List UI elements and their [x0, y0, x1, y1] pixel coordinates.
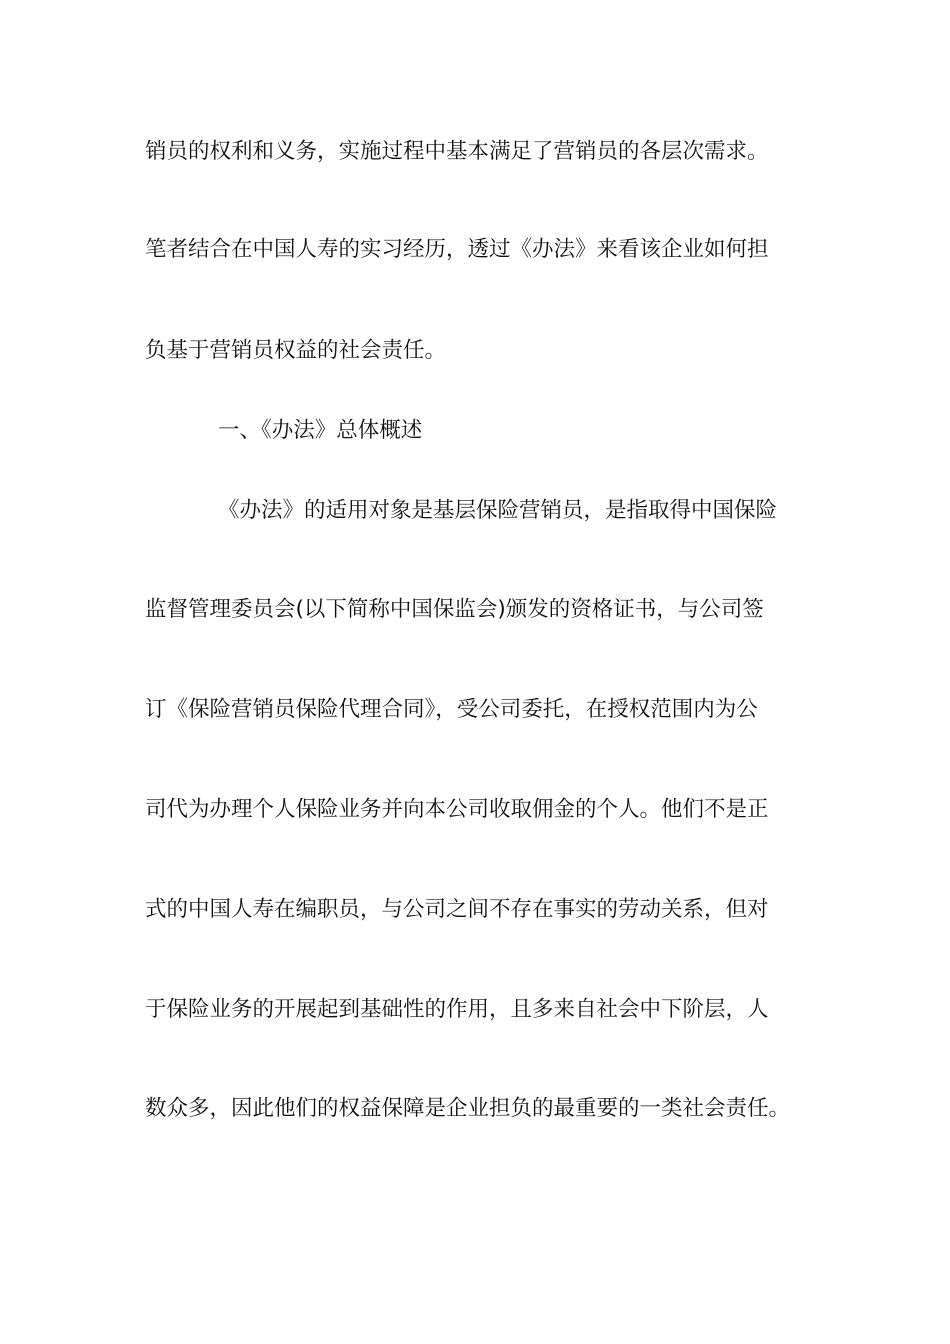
- paragraph-line: 监督管理委员会(以下简称中国保监会)颁发的资格证书，与公司签: [145, 597, 764, 622]
- paragraph-line: 销员的权利和义务，实施过程中基本满足了营销员的各层次需求。: [145, 139, 769, 164]
- paragraph-line: 订《保险营销员保险代理合同》，受公司委托，在授权范围内为公: [145, 697, 758, 722]
- paragraph-line: 负基于营销员权益的社会责任。: [145, 338, 447, 363]
- paragraph-line: 于保险业务的开展起到基础性的作用，且多来自社会中下阶层，人: [145, 997, 769, 1022]
- paragraph-line: 司代为办理个人保险业务并向本公司收取佣金的个人。他们不是正: [145, 797, 769, 822]
- section-heading: 一、《办法》总体概述: [218, 418, 423, 443]
- paragraph-line: 《办法》的适用对象是基层保险营销员，是指取得中国保险: [218, 498, 778, 523]
- paragraph-line: 式的中国人寿在编职员，与公司之间不存在事实的劳动关系，但对: [145, 897, 769, 922]
- paragraph-line: 笔者结合在中国人寿的实习经历，透过《办法》来看该企业如何担: [145, 237, 769, 262]
- paragraph-line: 数众多，因此他们的权益保障是企业担负的最重要的一类社会责任。: [145, 1096, 791, 1121]
